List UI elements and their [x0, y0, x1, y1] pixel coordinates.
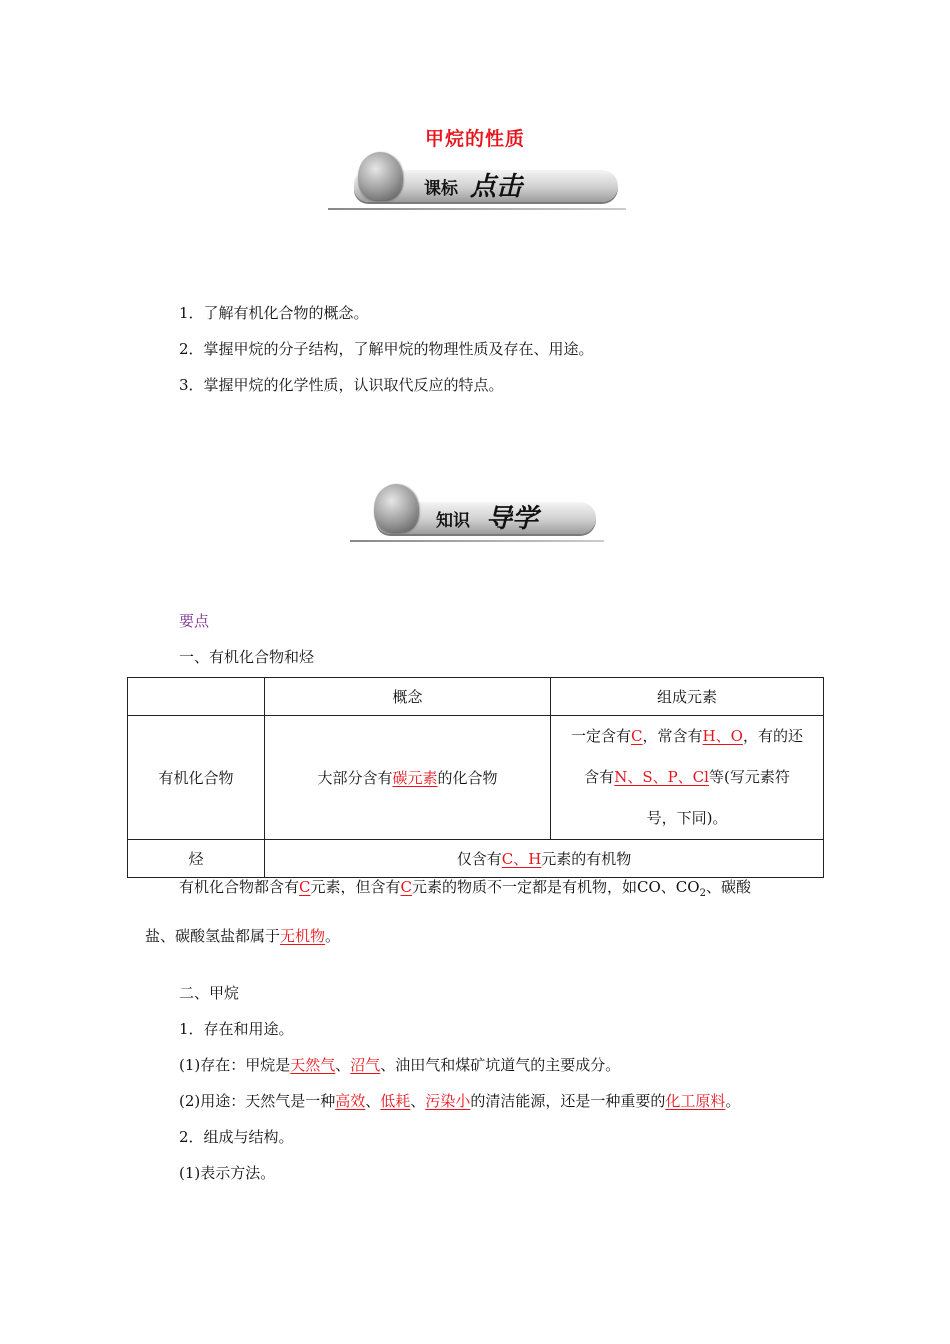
elements-line-2 [557, 757, 817, 798]
answer-blank: 低耗 [380, 1092, 411, 1110]
item-3-heading: (1)表示方法。 [179, 1164, 276, 1182]
banner-label-b: 点击 [470, 172, 523, 202]
paragraph-organic-note [145, 866, 825, 957]
banner-kebiao-dianji [328, 152, 618, 210]
answer-blank: 碳元素 [392, 769, 438, 787]
banner-label-b: 导学 [486, 504, 539, 534]
answer-blank: 化工原料 [665, 1092, 726, 1110]
objective-2: 2．掌握甲烷的分子结构，了解甲烷的物理性质及存在、用途。 [179, 340, 594, 358]
table-header-concept: 概念 [265, 678, 551, 716]
text: 元素，但含有 [310, 878, 401, 896]
answer-blank: 高效 [335, 1092, 366, 1110]
answer-blank: 无机物 [280, 927, 326, 945]
existence-line [179, 1054, 620, 1075]
elements-line-3: 号，下同)。 [646, 809, 728, 827]
text: 。 [725, 1092, 741, 1110]
text: (2)用途：天然气是一种 [179, 1092, 336, 1110]
answer-blank: H、O [702, 727, 743, 745]
answer-blank: 沼气 [350, 1056, 381, 1074]
answer-blank: 天然气 [290, 1056, 336, 1074]
table-row [128, 716, 824, 840]
text: 等(写元素符 [708, 768, 790, 786]
text: 元素的物质不一定都是有机物，如CO、CO [412, 878, 700, 896]
text: 。 [325, 927, 341, 945]
item-1-heading: 1．存在和用途。 [179, 1020, 294, 1038]
banner-label-a: 知识 [436, 511, 470, 531]
answer-blank: N、S、P、Cl [614, 768, 709, 786]
text: 有机化合物都含有 [179, 878, 300, 896]
section-2-heading: 二、甲烷 [179, 984, 240, 1002]
books-picture-icon [374, 484, 418, 532]
answer-blank: 污染小 [425, 1092, 471, 1110]
page-title: 甲烷的性质 [424, 128, 525, 150]
text: 、油田气和煤矿坑道气的主要成分。 [380, 1056, 621, 1074]
objective-3: 3．掌握甲烷的化学性质，认识取代反应的特点。 [179, 376, 504, 394]
table-header-elements: 组成元素 [551, 678, 824, 716]
row-elements-organic [551, 716, 824, 840]
text: 、 [365, 1092, 381, 1110]
text: 一定含有 [571, 727, 632, 745]
banner-zhishi-daoxue [350, 484, 596, 542]
answer-blank: C、H [501, 850, 542, 868]
banner-underline [350, 540, 604, 542]
text: ，有的还 [742, 727, 803, 745]
banner-underline [328, 208, 626, 210]
text: 、碳酸 [705, 878, 751, 896]
text: 仅含有 [456, 850, 502, 868]
text: 、 [335, 1056, 351, 1074]
para-line-2 [145, 915, 825, 957]
section-1-heading: 一、有机化合物和烃 [179, 648, 315, 666]
text: (1)存在：甲烷是 [179, 1056, 291, 1074]
item-2-heading: 2．组成与结构。 [179, 1128, 294, 1146]
elements-line-1 [557, 716, 817, 757]
organic-compound-table [127, 677, 824, 878]
text: 元素的有机物 [541, 850, 632, 868]
table-header-empty [128, 678, 265, 716]
answer-blank: C [299, 878, 311, 896]
text: 盐、碳酸氢盐都属于 [145, 927, 281, 945]
text: 大部分含有 [317, 769, 393, 787]
text: 的化合物 [437, 769, 498, 787]
text: ，常含有 [642, 727, 703, 745]
text: 、 [410, 1092, 426, 1110]
row-concept-organic [265, 716, 551, 840]
banner-label-a: 课标 [424, 179, 458, 199]
subscript: 2 [699, 888, 706, 899]
objective-1: 1．了解有机化合物的概念。 [179, 304, 369, 322]
usage-line [179, 1090, 740, 1111]
text: 的清洁能源，还是一种重要的 [470, 1092, 666, 1110]
text: 含有 [584, 768, 615, 786]
fist-picture-icon [358, 152, 402, 200]
row-name-organic: 有机化合物 [128, 716, 265, 840]
para-line-1 [145, 866, 825, 915]
table-header-row [128, 678, 824, 716]
key-points-heading: 要点 [179, 612, 210, 630]
answer-blank: C [631, 727, 643, 745]
row-name-hydrocarbon: 烃 [128, 840, 265, 878]
answer-blank: C [400, 878, 412, 896]
